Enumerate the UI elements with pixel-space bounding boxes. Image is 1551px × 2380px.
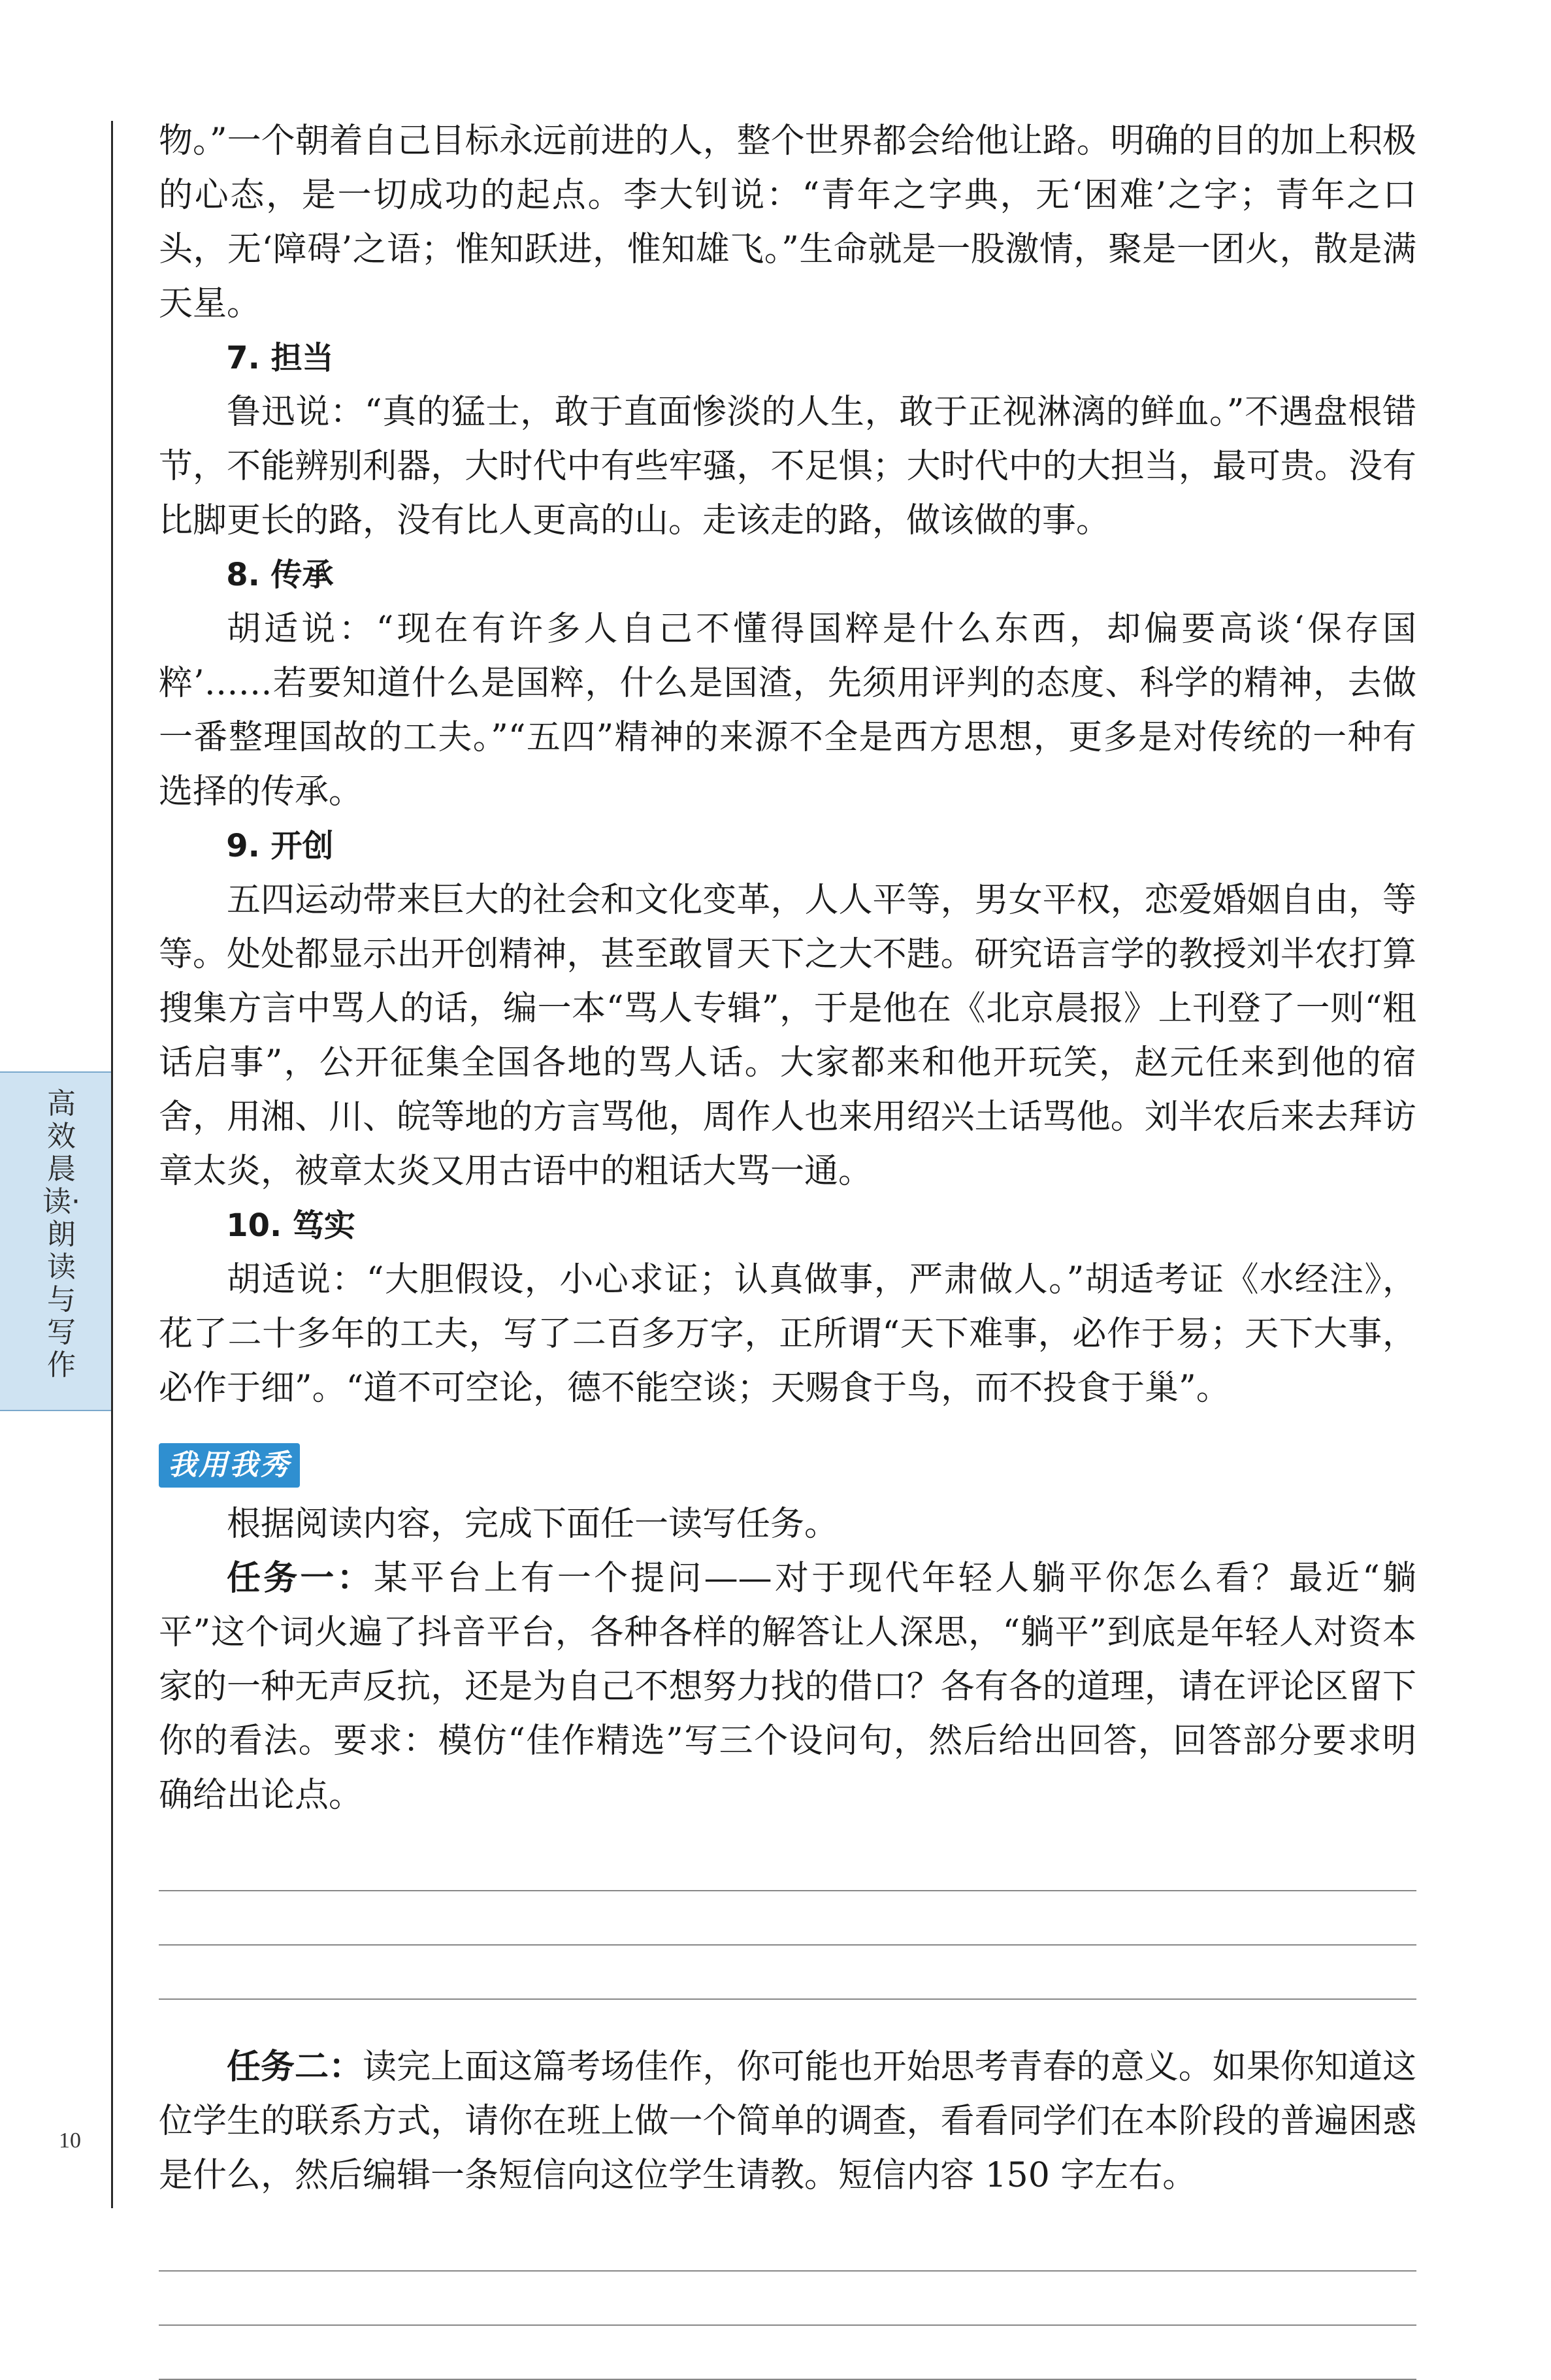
section-heading: 9. 开创 — [226, 828, 334, 864]
section-banner: 我用我秀 — [159, 1443, 300, 1488]
side-tab-label: 高效晨读·朗读与写作 — [42, 1087, 80, 1382]
task-label: 任务一： — [227, 1559, 374, 1598]
section-heading: 10. 笃实 — [226, 1207, 355, 1244]
margin-rule — [111, 121, 113, 2208]
instruction: 根据阅读内容，完成下面任一读写任务。 — [227, 1505, 839, 1544]
section-paragraph: 胡适说：“大胆假设，小心求证；认真做事，严肃做人。”胡适考证《水经注》，花了二十多年的工夫，写了二百多万字，正所谓“天下难事，必作于易；天下大事，必作于细”。“道不可空论，德不能空谈；天赐食于鸟，而不投食于巢”。 — [159, 1260, 1416, 1408]
banner-row — [159, 1435, 1416, 1497]
task-text: 某平台上有一个提问——对于现代年轻人躺平你怎么看？最近“躺平”这个词火遍了抖音平台，各种各样的解答让人深思，“躺平”到底是年轻人对资本家的一种无声反抗，还是为自己不想努力找的借口？各有各的道理，请在评论区留下你的看法。要求：模仿“佳作精选”写三个设问句，然后给出回答，回答部分要求明确给出论点。 — [159, 1559, 1416, 1815]
writing-line — [159, 2326, 1416, 2380]
section-heading: 7. 担当 — [226, 340, 334, 376]
writing-line — [159, 1946, 1416, 2000]
page-number: 10 — [59, 2128, 81, 2153]
task-text: 读完上面这篇考场佳作，你可能也开始思考青春的意义。如果你知道这位学生的联系方式，请你在班上做一个简单的调查，看看同学们在本阶段的普遍困惑是什么，然后编辑一条短信向这位学生请教。短信内容 150 字左右。 — [159, 2047, 1416, 2195]
section-paragraph: 胡适说：“现在有许多人自己不懂得国粹是什么东西，却偏要高谈‘保存国粹’……若要知道什么是国粹，什么是国渣，先须用评判的态度、科学的精神，去做一番整理国故的工夫。”“五四”精神的来源不全是西方思想，更多是对传统的一种有选择的传承。 — [159, 610, 1416, 811]
task-two — [159, 2040, 1416, 2203]
writing-line — [159, 1837, 1416, 1891]
task-one — [159, 1552, 1416, 1823]
task-label: 任务二： — [227, 2047, 363, 2087]
section-heading: 8. 传承 — [226, 557, 334, 593]
intro-paragraph: 物。”一个朝着自己目标永远前进的人，整个世界都会给他让路。明确的目的加上积极的心态，是一切成功的起点。李大钊说：“青年之字典，无‘困难’之字；青年之口头，无‘障碍’之语；惟知跃进，惟知雄飞。”生命就是一股激情，聚是一团火，散是满天星。 — [159, 122, 1416, 323]
answer-lines — [159, 1837, 1416, 2000]
page-content — [159, 114, 1416, 2380]
writing-line — [159, 2217, 1416, 2272]
writing-line — [159, 1891, 1416, 1946]
section-paragraph: 鲁迅说：“真的猛士，敢于直面惨淡的人生，敢于正视淋漓的鲜血。”不遇盘根错节，不能辨别利器，大时代中有些牢骚，不足惧；大时代中的大担当，最可贵。没有比脚更长的路，没有比人更高的山。走该走的路，做该做的事。 — [159, 393, 1416, 540]
section-paragraph: 五四运动带来巨大的社会和文化变革，人人平等，男女平权，恋爱婚姻自由，等等。处处都显示出开创精神，甚至敢冒天下之大不韪。研究语言学的教授刘半农打算搜集方言中骂人的话，编一本“骂人专辑”，于是他在《北京晨报》上刊登了一则“粗话启事”，公开征集全国各地的骂人话。大家都来和他开玩笑，赵元任来到他的宿舍，用湘、川、皖等地的方言骂他，周作人也来用绍兴土话骂他。刘半农后来去拜访章太炎，被章太炎又用古语中的粗话大骂一通。 — [159, 881, 1416, 1191]
